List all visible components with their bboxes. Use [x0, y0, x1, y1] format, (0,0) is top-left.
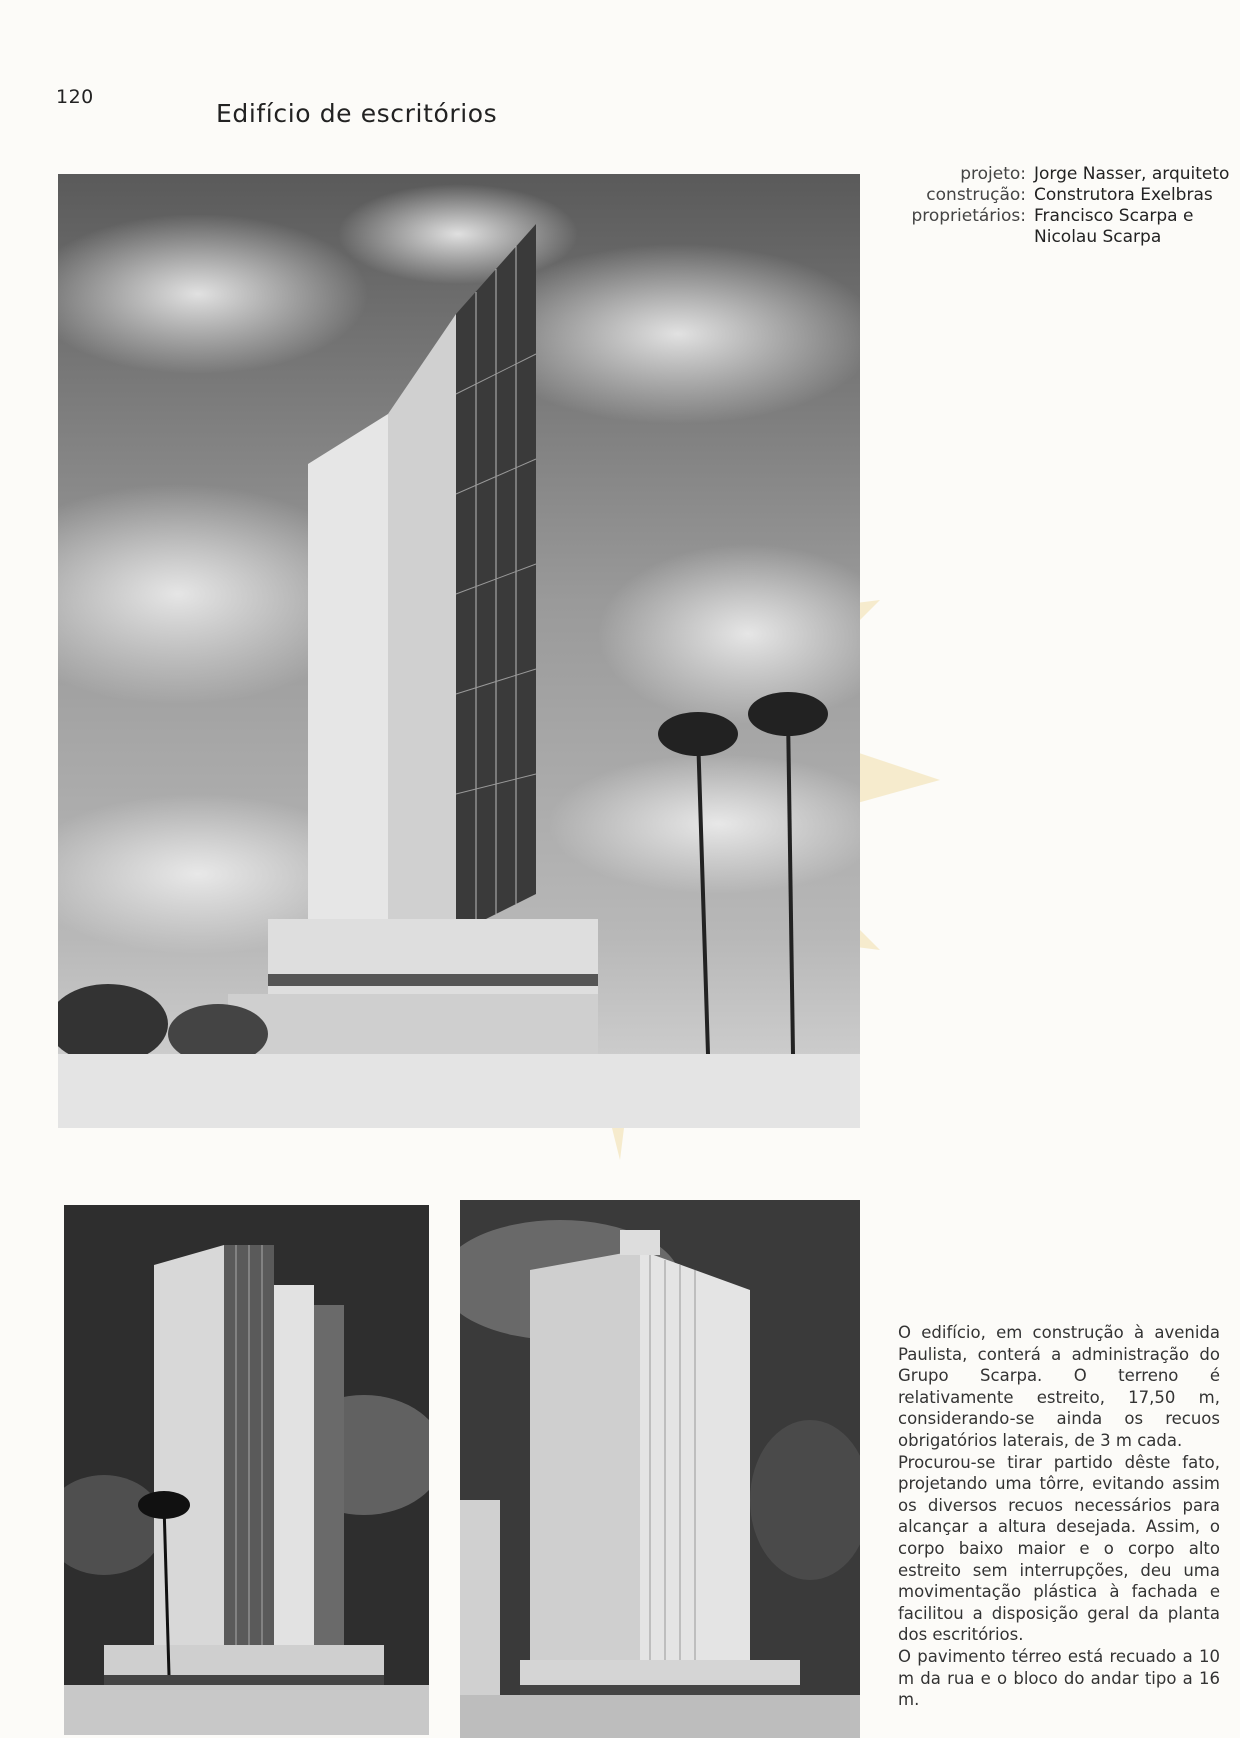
credit-row [880, 206, 1230, 227]
credit-label: construção: [926, 185, 1026, 205]
credit-label: proprietários: [911, 206, 1026, 226]
article-body [898, 1322, 1220, 1711]
paragraph: Procurou-se tirar partido dêste fato, projetando uma tôrre, evitando assim os diversos recuos necessários para alcançar a altura desejada. Assim, o corpo baixo maior e o corpo alto estreito sem interrupções, deu uma movimentação plástica à fachada e facilitou a disposição geral da planta dos escritórios. [898, 1452, 1220, 1645]
credit-value: Nicolau Scarpa [1034, 227, 1162, 247]
credit-value: Jorge Nasser, arquiteto [1034, 164, 1230, 184]
paragraph: O pavimento térreo está recuado a 10 m da rua e o bloco do andar tipo a 16 m. [898, 1646, 1220, 1710]
page-title: Edifício de escritórios [216, 98, 498, 128]
credit-label [880, 227, 1034, 248]
credits-block [880, 164, 1230, 248]
model-photo-angle [460, 1200, 860, 1738]
credit-row [880, 227, 1230, 248]
model-photo-front [64, 1205, 429, 1735]
credit-value: Construtora Exelbras [1034, 185, 1213, 205]
page-number: 120 [56, 86, 94, 108]
credit-row [880, 185, 1230, 206]
credit-row [880, 164, 1230, 185]
paragraph: O edifício, em construção à avenida Paulista, conterá a administração do Grupo Scarpa. O terreno é relativamente estreito, 17,50 m, considerando-se ainda os recuos obrigatórios laterais, de 3 m cada. [898, 1323, 1220, 1450]
credit-label: projeto: [960, 164, 1026, 184]
main-building-photo [58, 174, 860, 1128]
credit-value: Francisco Scarpa e [1034, 206, 1194, 226]
